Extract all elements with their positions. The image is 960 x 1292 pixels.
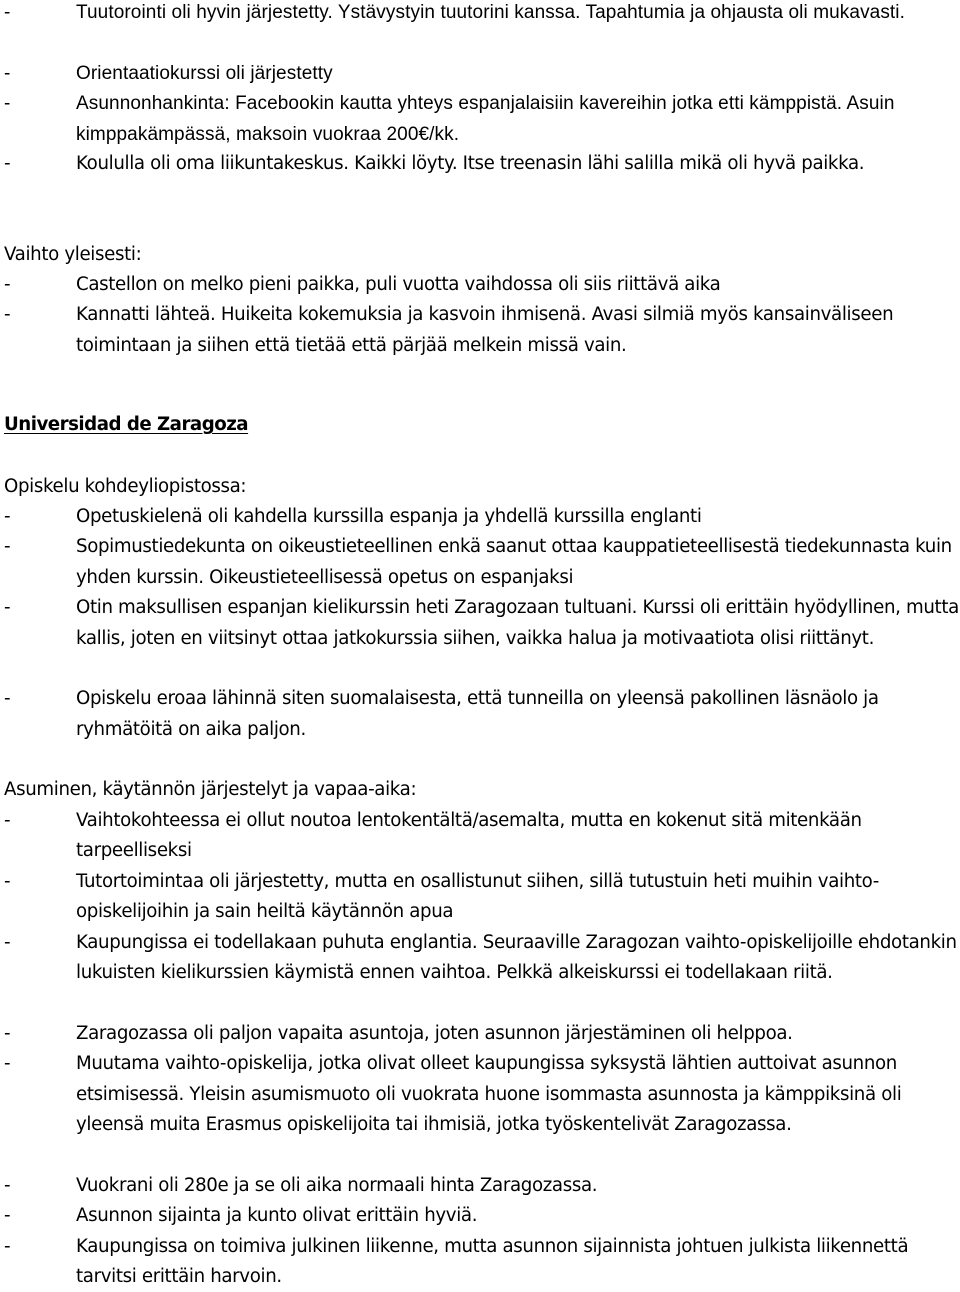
list-item-text: Kannatti lähteä. Huikeita kokemuksia ja kasvoin ihmisenä. Avasi silmiä myös kansainväliseen toimintaan ja siihen että tietää että pärjää melkein missä vain. [76,304,894,356]
general-heading: Vaihto yleisesti: [4,244,142,265]
list-item [0,1232,960,1292]
bullet-dash: - [4,1205,11,1227]
living-list [0,806,960,1292]
intro-list-continued [0,149,960,210]
general-list [0,270,960,361]
list-item [0,928,960,1019]
list-item [0,0,960,59]
list-item-text: Zaragozassa oli paljon vapaita asuntoja, joten asunnon järjestäminen oli helppoa. [76,1022,793,1044]
list-item [0,89,960,150]
list-item-text: Asunnon sijainta ja kunto olivat erittäin hyviä. [76,1205,478,1227]
list-item [0,684,960,745]
list-item [0,593,960,684]
bullet-dash: - [4,931,11,953]
bullet-dash: - [4,1235,11,1257]
studies-list [0,502,960,745]
list-item-text: Vaihtokohteessa ei ollut noutoa lentokentältä/asemalta, mutta en kokenut sitä mitenkään tarpeelliseksi [76,810,862,862]
list-item [0,270,960,300]
list-item [0,532,960,593]
list-item [0,1049,960,1171]
list-item-text: Sopimustiedekunta on oikeustieteellinen enkä saanut ottaa kauppatieteellisestä tiedekunnasta kuin yhden kurssin. Oikeustieteellisessä opetus on espanjaksi [76,536,952,588]
list-item-text: Opiskelu eroaa lähinnä siten suomalaisesta, että tunneilla on yleensä pakollinen läsnäolo ja ryhmätöitä on aika paljon. [76,688,879,740]
bullet-dash: - [4,2,11,23]
bullet-dash: - [4,536,11,558]
list-item [0,1201,960,1231]
list-item [0,149,960,210]
studies-heading: Opiskelu kohdeyliopistossa: [4,476,247,497]
bullet-dash: - [4,810,11,831]
bullet-dash: - [4,688,11,710]
bullet-dash: - [4,1174,11,1196]
list-item [0,867,960,928]
list-item-text: Vuokrani oli 280e ja se oli aika normaali hinta Zaragozassa. [76,1174,598,1196]
list-item-text: Otin maksullisen espanjan kielikurssin heti Zaragozaan tultuani. Kurssi oli erittäin hyödyllinen, mutta kallis, joten en viitsinyt ottaa jatkokurssia siihen, vaikka halua ja motivaatiota olisi riittänyt. [76,597,959,649]
list-item-text: Orientaatiokurssi oli järjestetty [76,62,333,84]
list-item-text: Tutortoimintaa oli järjestetty, mutta en osallistunut siihen, sillä tutustuin heti muihin vaihto-opiskelijoihin ja sain heiltä käytännön apua [76,870,880,923]
list-item-text: Kaupungissa ei todellakaan puhuta englantia. Seuraaville Zaragozan vaihto-opiskelijoille ehdotankin lukuisten kielikurssien käymistä ennen vaihtoa. Pelkkä alkeiskurssi ei todellakaan riitä. [76,931,957,983]
university-title: Universidad de Zaragoza [4,414,249,435]
bullet-dash: - [4,62,11,84]
bullet-dash: - [4,93,11,115]
bullet-dash: - [4,1022,11,1044]
intro-list [0,0,960,150]
list-item-text: Opetuskielenä oli kahdella kurssilla espanja ja yhdellä kurssilla englanti [76,506,702,527]
list-item [0,59,960,89]
list-item-text: Muutama vaihto-opiskelija, jotka olivat olleet kaupungissa syksystä lähtien auttoivat asunnon etsimisessä. Yleisin asumismuoto oli vuokrata huone isommasta asunnosta ja kämppiksinä oli yleensä muita Erasmus opiskelijoita tai ihmisiä, jotka työskentelivät Zaragozassa. [76,1053,902,1135]
list-item [0,1019,960,1049]
bullet-dash: - [4,506,11,527]
list-item [0,1171,960,1201]
list-item [0,502,960,532]
list-item-text: Tuutorointi oli hyvin järjestetty. Ystävystyin tuutorini kanssa. Tapahtumia ja ohjausta oli mukavasti. [76,2,906,23]
bullet-dash: - [4,304,11,326]
bullet-dash: - [4,597,11,619]
list-item-text: Koululla oli oma liikuntakeskus. Kaikki löyty. Itse treenasin lähi salilla mikä oli hyvä paikka. [76,153,865,174]
bullet-dash: - [4,870,11,892]
bullet-dash: - [4,153,11,174]
list-item-text: Castellon on melko pieni paikka, puli vuotta vaihdossa oli siis riittävä aika [76,274,721,295]
list-item-text: Kaupungissa on toimiva julkinen liikenne, mutta asunnon sijainnista johtuen julkista liikennettä tarvitsi erittäin harvoin. [76,1235,909,1287]
bullet-dash: - [4,274,11,295]
bullet-dash: - [4,1053,11,1075]
living-heading: Asuminen, käytännön järjestelyt ja vapaa-aika: [4,779,417,800]
list-item-text: Asunnonhankinta: Facebookin kautta yhteys espanjalaisiin kavereihin jotka etti kämppistä. Asuin kimppakämpässä, maksoin vuokraa 200€/kk. [76,93,895,145]
list-item [0,300,960,361]
list-item [0,806,960,867]
